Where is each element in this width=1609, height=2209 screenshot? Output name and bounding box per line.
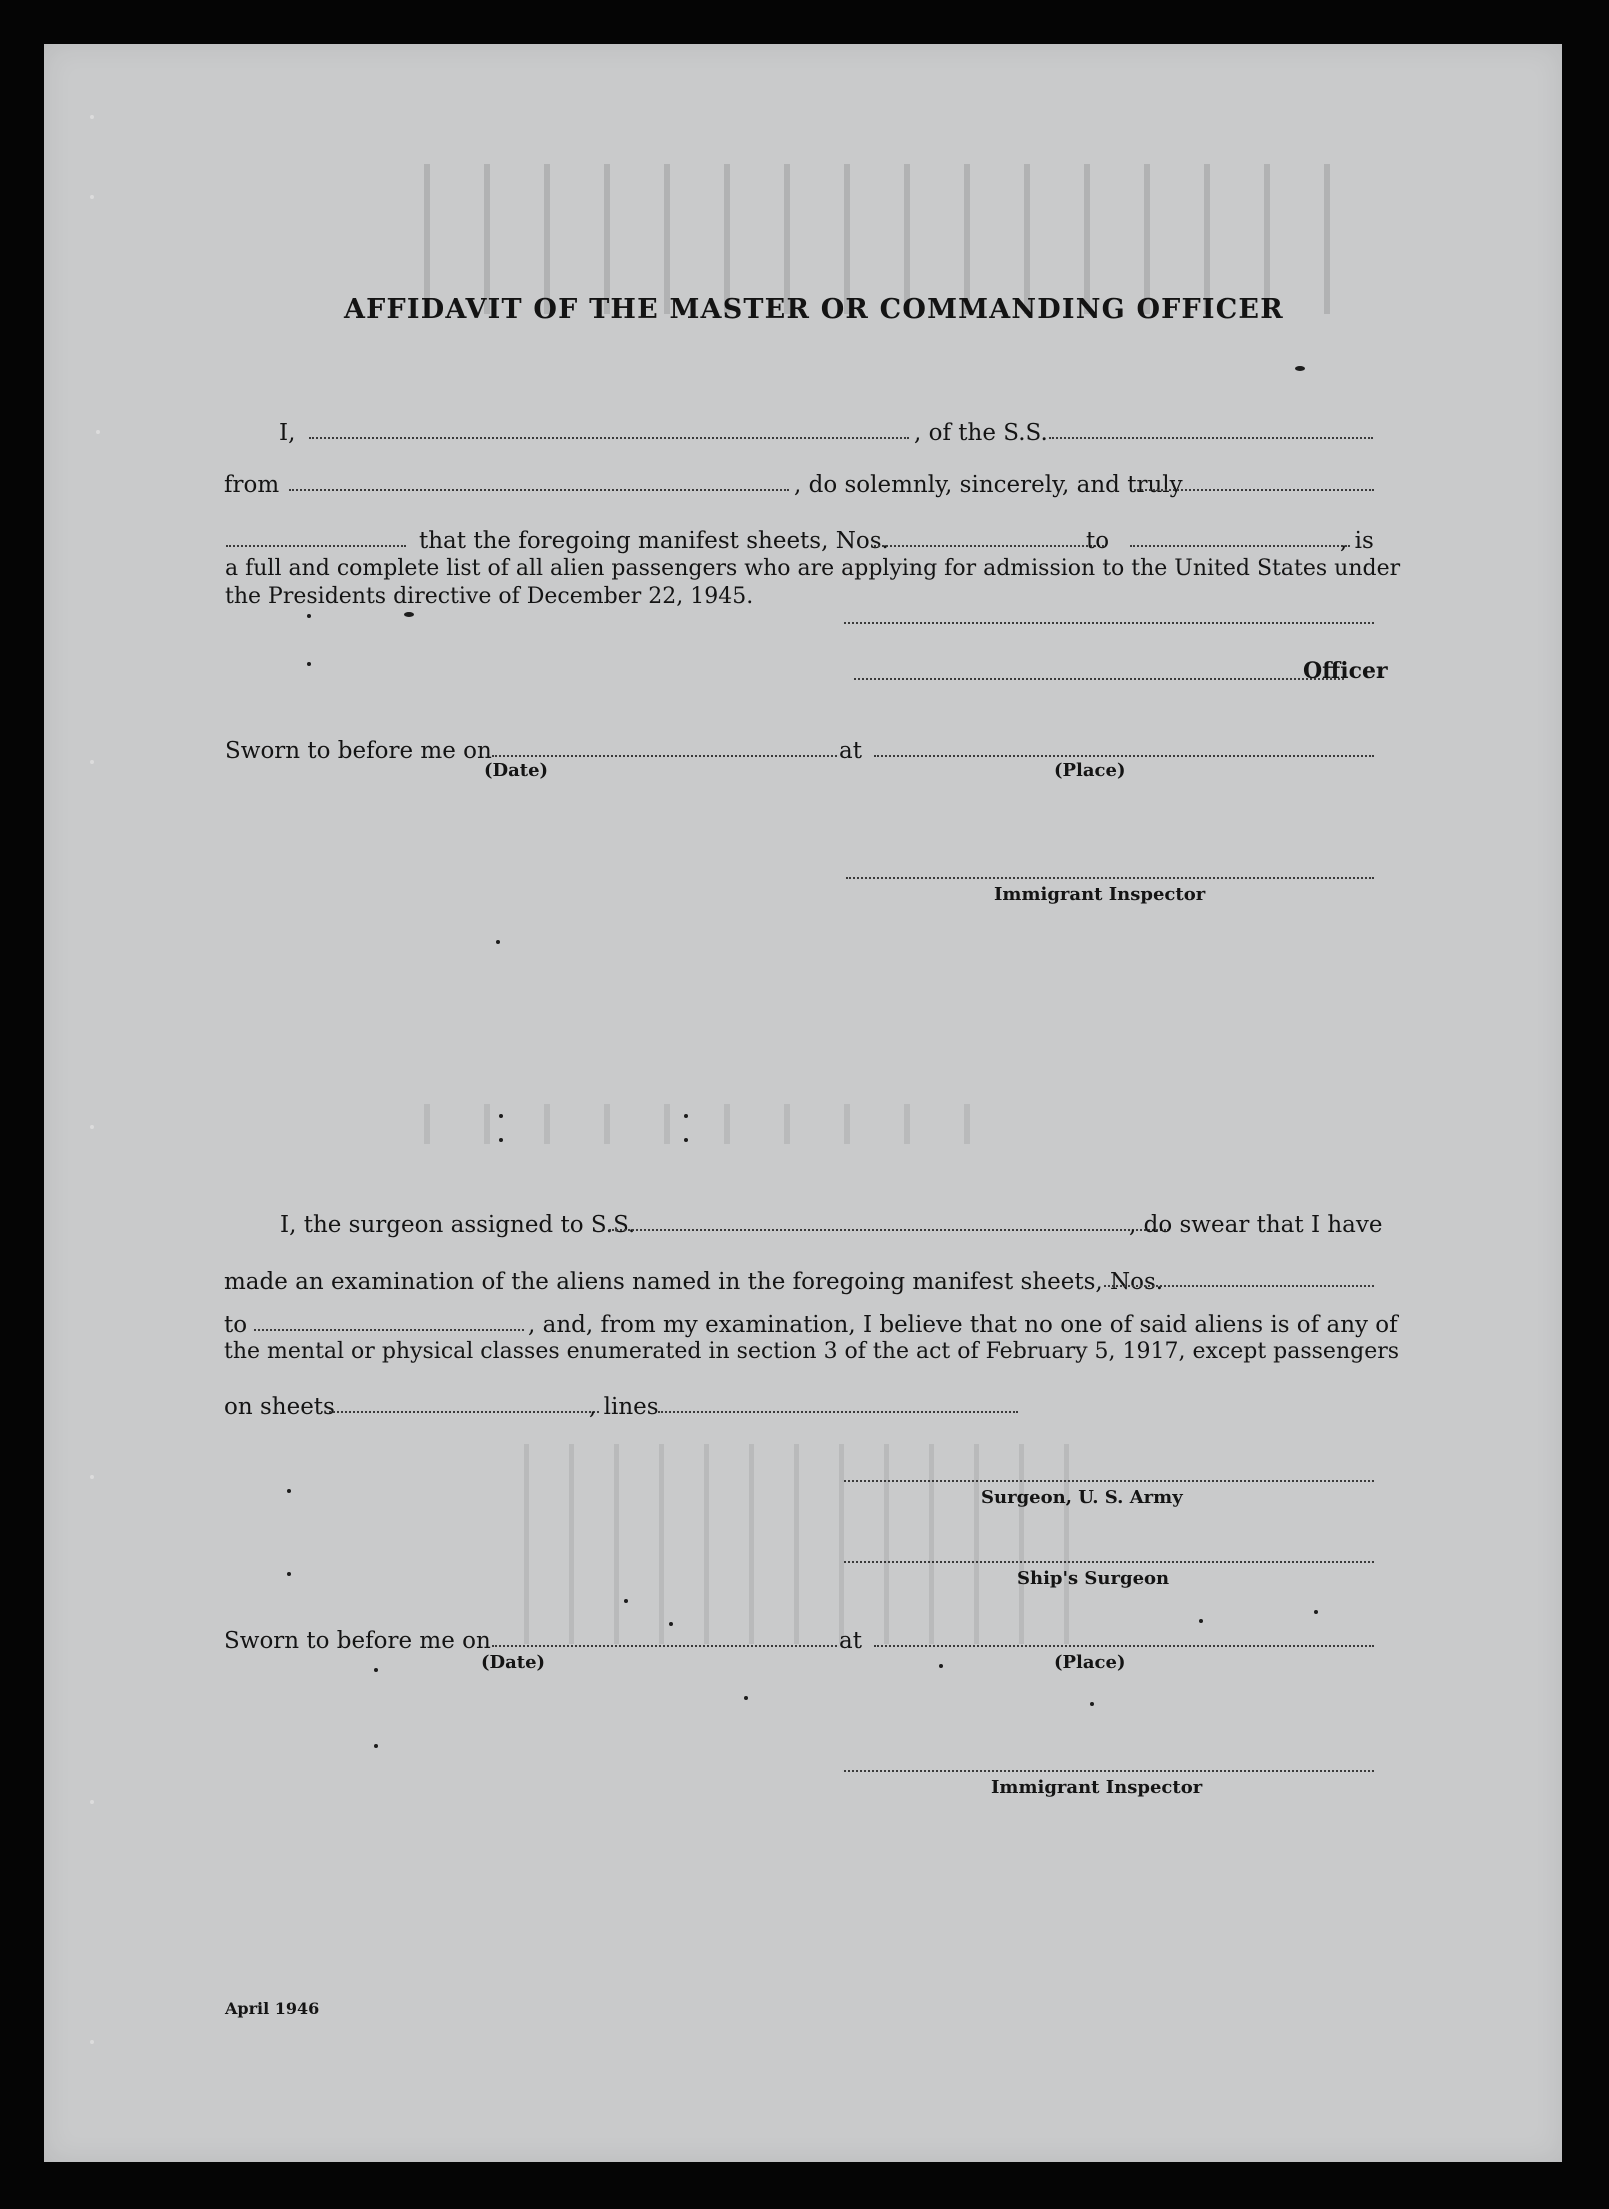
surgeon-sheet-from-blank[interactable] <box>1104 1285 1374 1287</box>
surgeon-date-caption: (Date) <box>481 1652 546 1673</box>
scan-speck <box>1314 1610 1318 1614</box>
master-ship-name-blank[interactable] <box>1049 437 1373 439</box>
bleed-through-ghost <box>424 1104 1024 1144</box>
master-body-line-4: a full and complete list of all alien passengers who are applying for admission to the United States under <box>225 556 1401 581</box>
surgeon-line-1-end: , do swear that I have <box>1129 1212 1383 1238</box>
scan-speck <box>307 614 311 618</box>
margin-dot <box>90 2040 94 2044</box>
surgeon-sheets-blank[interactable] <box>329 1411 599 1413</box>
master-body-line-5: the Presidents directive of December 22, 1945. <box>225 584 754 609</box>
bleed-through-ghost <box>524 1444 1104 1644</box>
scan-speck <box>939 1664 943 1668</box>
surgeon-sheet-to-blank[interactable] <box>254 1329 524 1331</box>
surgeon-sworn-date-blank[interactable] <box>492 1645 837 1647</box>
scan-speck <box>744 1696 748 1700</box>
master-is-label: , is <box>1340 528 1374 554</box>
bleed-through-ghost <box>424 164 1374 314</box>
master-from-label: from <box>224 472 280 498</box>
officer-sig-line-1[interactable] <box>844 622 1374 624</box>
master-oath-blank[interactable] <box>1134 489 1374 491</box>
scan-speck <box>1090 1702 1094 1706</box>
surgeon-lines-label: , lines <box>589 1394 659 1420</box>
surgeon-sworn-text: Sworn to before me on <box>224 1628 491 1654</box>
affidavit-form-page <box>44 44 1562 2162</box>
scan-speck <box>1295 366 1305 371</box>
margin-dot <box>90 1800 94 1804</box>
surgeon-place-caption: (Place) <box>1054 1652 1126 1673</box>
master-manifest-text: that the foregoing manifest sheets, Nos. <box>419 528 889 554</box>
officer-label: Officer <box>1303 658 1388 684</box>
surgeon-at-label: at <box>839 1628 862 1654</box>
master-sworn-place-blank[interactable] <box>874 755 1374 757</box>
surgeon-to-label: to <box>224 1312 248 1338</box>
margin-dot <box>90 115 94 119</box>
surgeon-line-1-start: I, the surgeon assigned to S.S. <box>280 1212 636 1238</box>
margin-dot <box>96 430 100 434</box>
master-sheet-to-blank[interactable] <box>1130 545 1350 547</box>
army-surgeon-caption: Surgeon, U. S. Army <box>981 1487 1183 1508</box>
master-sworn-date-blank[interactable] <box>492 755 837 757</box>
master-i-label: I, <box>279 420 296 446</box>
scan-speck <box>287 1572 291 1576</box>
master-at-label: at <box>839 738 862 764</box>
master-solemnly-text: , do solemnly, sincerely, and truly <box>794 472 1183 498</box>
scan-speck <box>374 1668 378 1672</box>
master-oath-word-blank[interactable] <box>226 545 406 547</box>
scan-speck <box>374 1744 378 1748</box>
margin-dot <box>90 760 94 764</box>
master-sheet-from-blank[interactable] <box>874 545 1104 547</box>
master-inspector-caption: Immigrant Inspector <box>994 884 1206 905</box>
surgeon-line-3: , and, from my examination, I believe that no one of said aliens is of any of <box>528 1312 1398 1338</box>
surgeon-line-2: made an examination of the aliens named in the foregoing manifest sheets, Nos. <box>224 1269 1164 1295</box>
surgeon-lines-blank[interactable] <box>658 1411 1018 1413</box>
page-title: AFFIDAVIT OF THE MASTER OR COMMANDING OFFICER <box>344 294 1284 325</box>
margin-dot <box>90 1125 94 1129</box>
master-name-blank[interactable] <box>309 437 909 439</box>
surgeon-line-4: the mental or physical classes enumerated in section 3 of the act of February 5, 1917, except passengers <box>224 1339 1400 1364</box>
form-date: April 1946 <box>225 1999 320 2018</box>
master-date-caption: (Date) <box>484 760 549 781</box>
surgeon-inspector-caption: Immigrant Inspector <box>991 1777 1203 1798</box>
officer-sig-line-2[interactable] <box>854 678 1344 680</box>
master-of-ss-label: , of the S.S. <box>914 420 1048 446</box>
ships-surgeon-caption: Ship's Surgeon <box>1017 1568 1170 1589</box>
scan-speck <box>287 1489 291 1493</box>
surgeon-ship-blank[interactable] <box>609 1229 1169 1231</box>
master-to-label: to <box>1086 528 1110 554</box>
scan-speck <box>496 940 500 944</box>
surgeon-inspector-sig-line[interactable] <box>844 1770 1374 1772</box>
master-place-caption: (Place) <box>1054 760 1126 781</box>
surgeon-sheets-label: on sheets <box>224 1394 335 1420</box>
scan-speck <box>404 612 414 617</box>
scan-speck <box>307 662 311 666</box>
margin-dot <box>90 1475 94 1479</box>
scan-speck <box>1199 1619 1203 1623</box>
margin-dot <box>90 195 94 199</box>
master-from-blank[interactable] <box>289 489 789 491</box>
master-sworn-text: Sworn to before me on <box>225 738 492 764</box>
master-inspector-sig-line[interactable] <box>846 877 1374 879</box>
surgeon-sworn-place-blank[interactable] <box>874 1645 1374 1647</box>
